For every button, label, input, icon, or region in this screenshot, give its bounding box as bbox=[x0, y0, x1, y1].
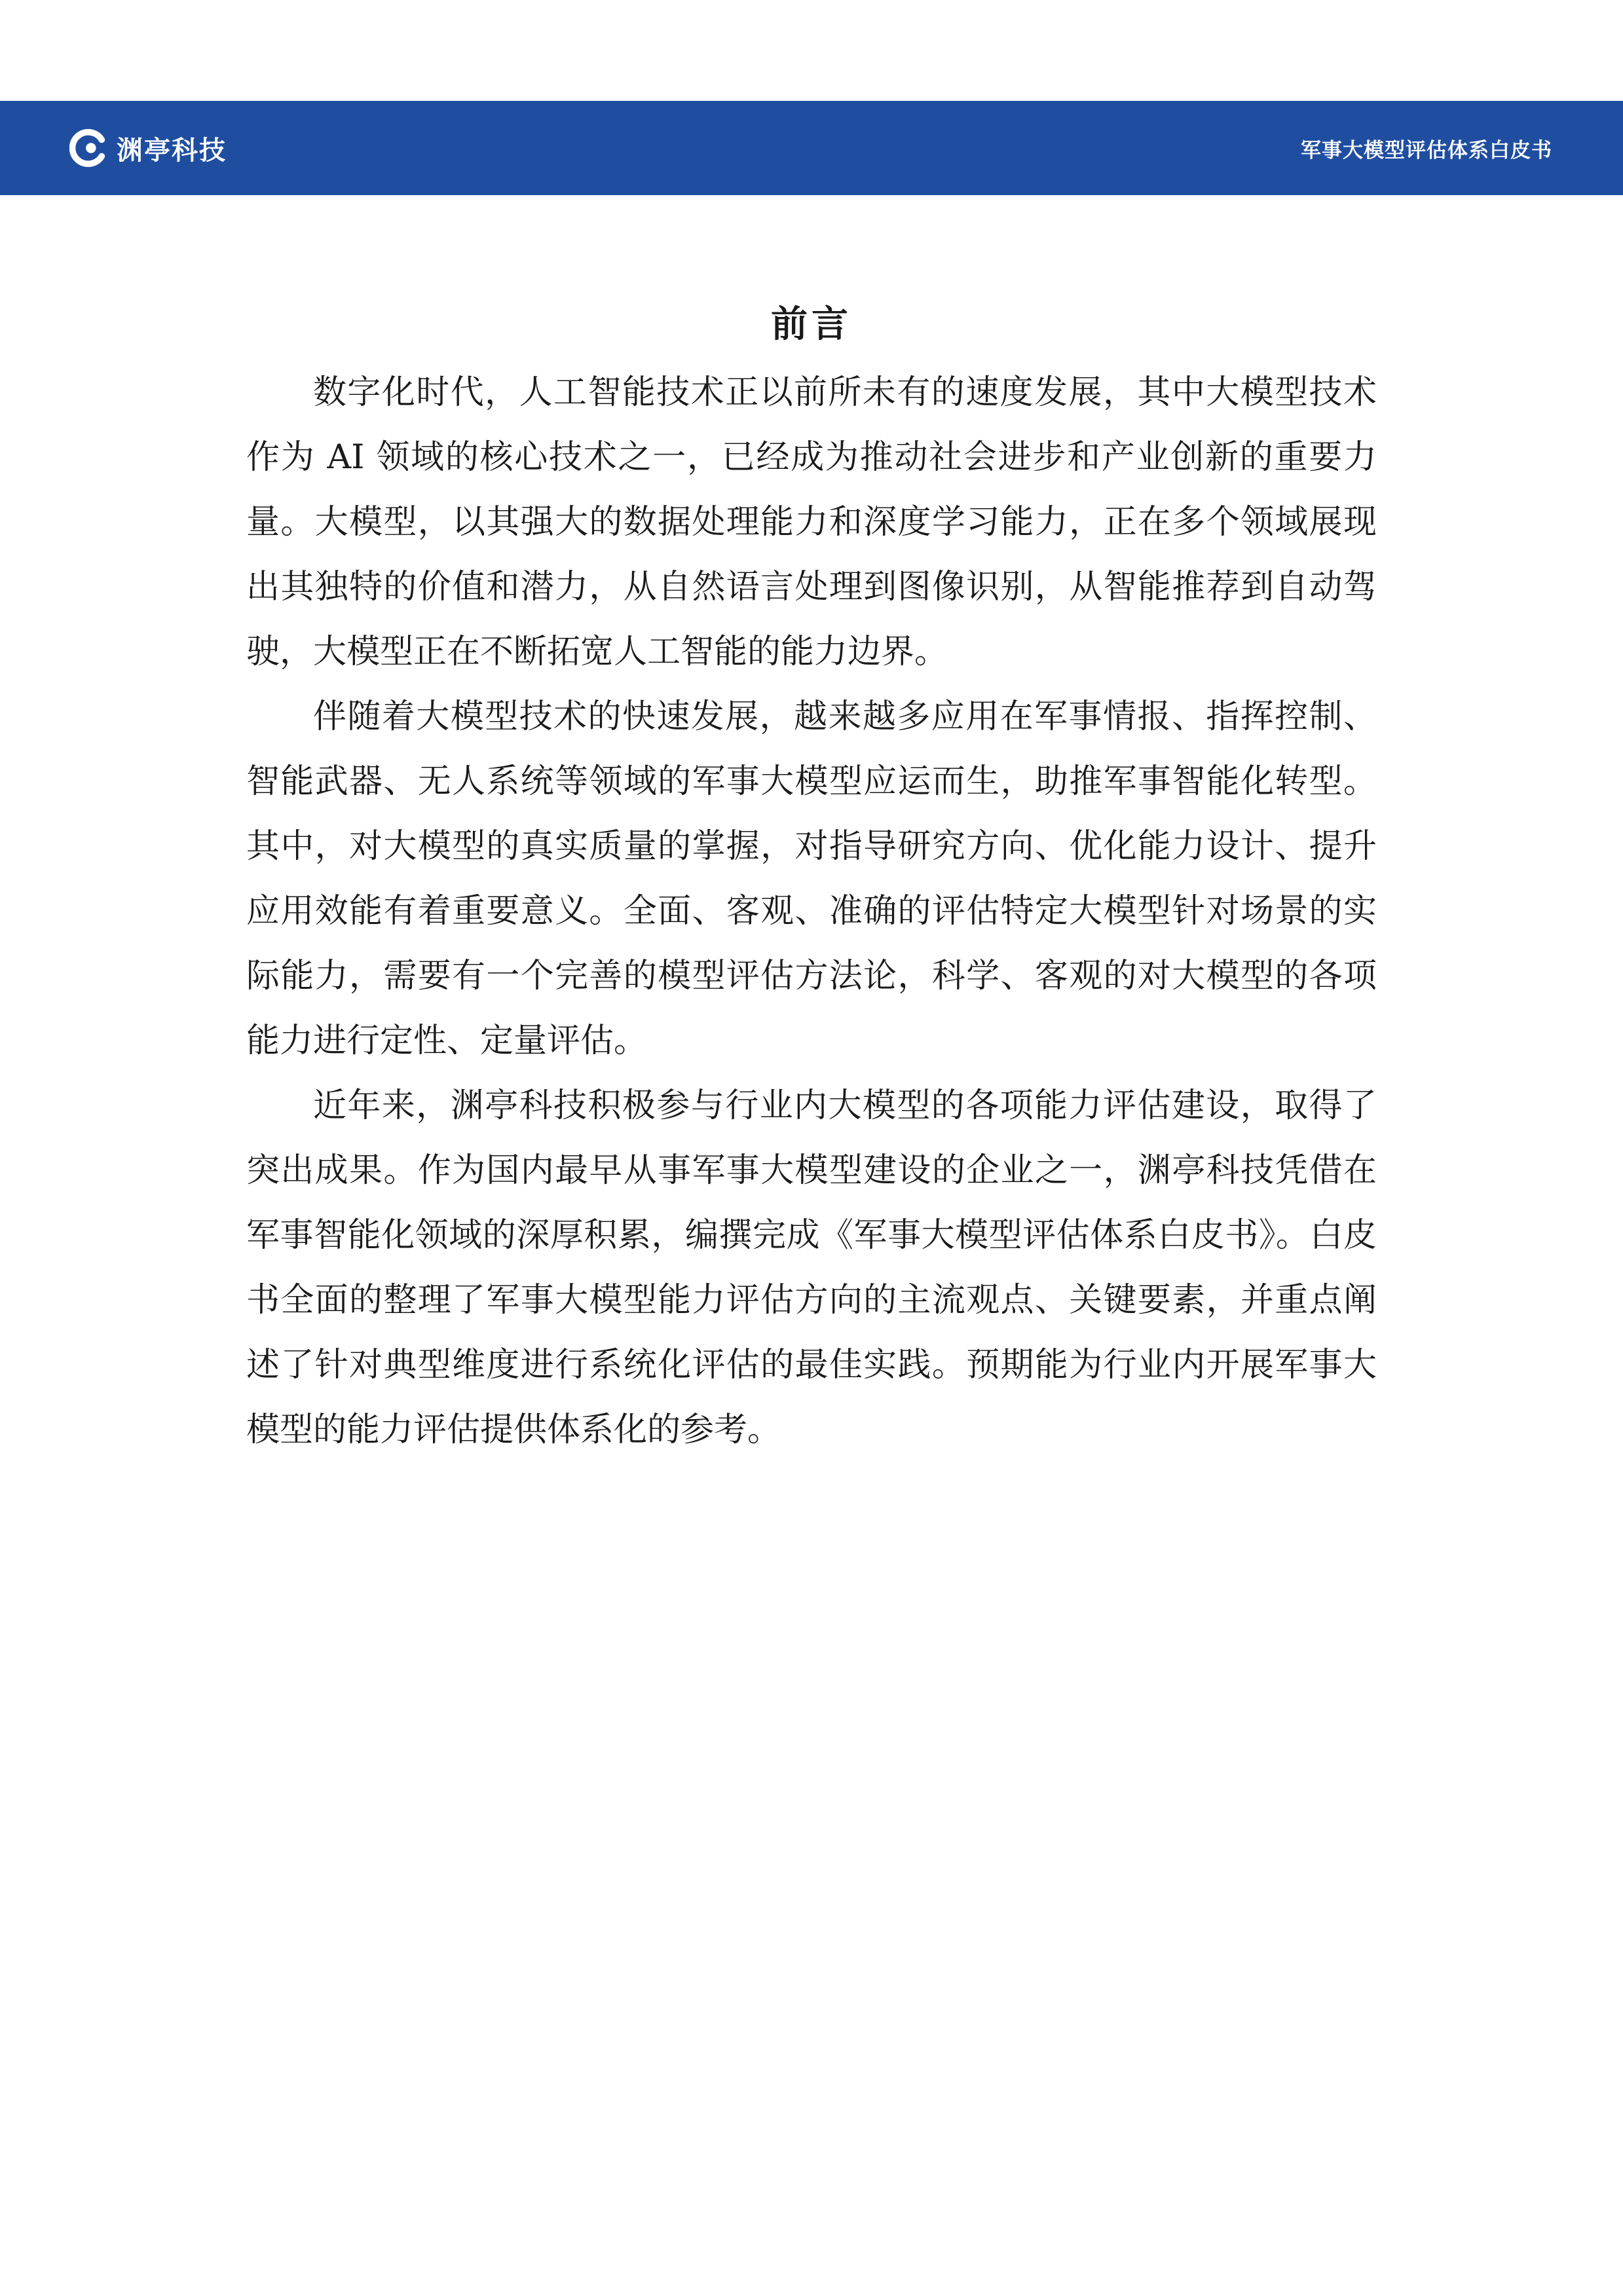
preface-paragraph-3: 近年来，渊亭科技积极参与行业内大模型的各项能力评估建设，取得了突出成果。作为国内最早从事军事大模型建设的企业之一，渊亭科技凭借在军事智能化领域的深厚积累，编撰完成《军事大模型评估体系白皮书》。白皮书全面的整理了军事大模型能力评估方向的主流观点、关键要素，并重点阐述了针对典型维度进行系统化评估的最佳实践。预期能为行业内开展军事大模型的能力评估提供体系化的参考。 bbox=[246, 1086, 1377, 1449]
document-title: 军事大模型评估体系白皮书 bbox=[1301, 138, 1552, 162]
brand bbox=[69, 101, 227, 195]
brand-name: 渊亭科技 bbox=[117, 135, 227, 166]
preface-paragraph-1: 数字化时代，人工智能技术正以前所未有的速度发展，其中大模型技术作为 AI 领域的核心技术之一，已经成为推动社会进步和产业创新的重要力量。大模型，以其强大的数据处理能力和深度学习能力，正在多个领域展现出其独特的价值和潜力，从自然语言处理到图像识别，从智能推荐到自动驾驶，大模型正在不断拓宽人工智能的能力边界。 bbox=[246, 373, 1377, 671]
c-ring-logo-icon bbox=[69, 129, 107, 167]
header-bar bbox=[0, 101, 1623, 195]
page-title: 前言 bbox=[771, 303, 852, 346]
preface-paragraph-2: 伴随着大模型技术的快速发展，越来越多应用在军事情报、指挥控制、智能武器、无人系统等领域的军事大模型应运而生，助推军事智能化转型。其中，对大模型的真实质量的掌握，对指导研究方向、优化能力设计、提升应用效能有着重要意义。全面、客观、准确的评估特定大模型针对场景的实际能力，需要有一个完善的模型评估方法论，科学、客观的对大模型的各项能力进行定性、定量评估。 bbox=[246, 697, 1377, 1060]
preface-content bbox=[246, 288, 1377, 1462]
